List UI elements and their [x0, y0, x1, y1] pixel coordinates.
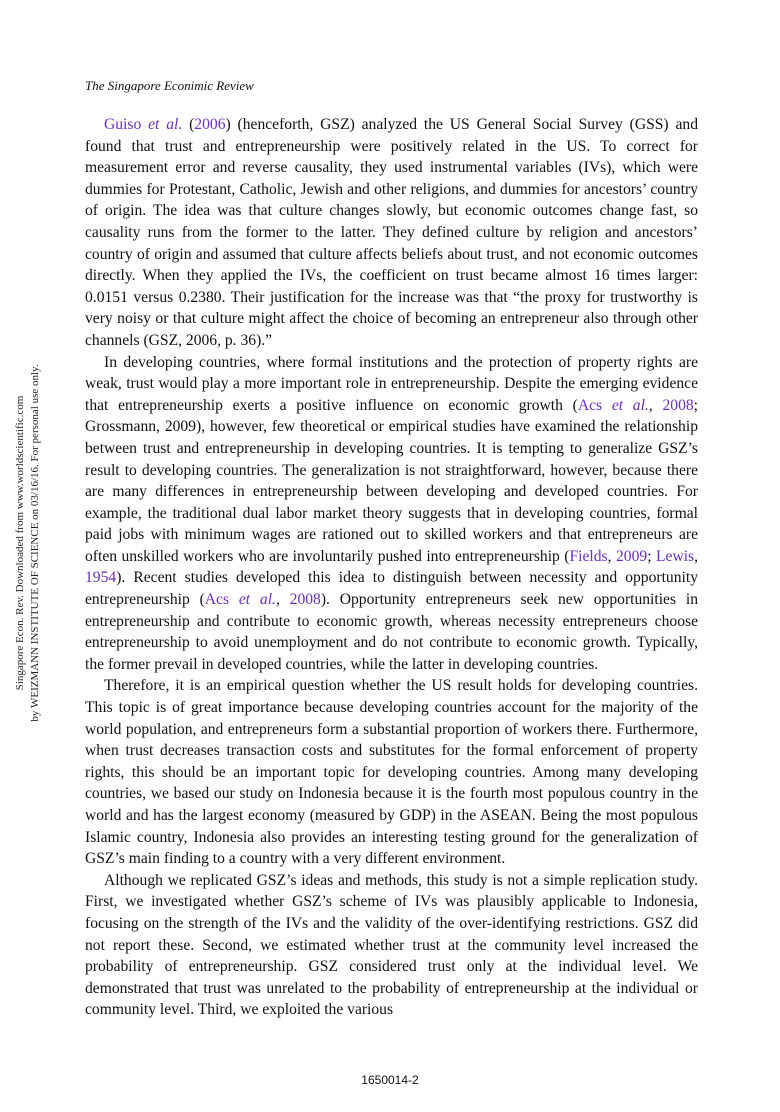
- paragraph-1-text-open: (: [182, 116, 195, 133]
- paragraph-2-text-d: ). Opportunity entrepreneurs seek new opportunities in entrepreneurship and contribute to economic growth, whereas necessity entrepreneurs choose entrepreneurship to avoid unemployment and do not contribute to economic growth. Typically, the former prevail in developed countries, while the latter in developing countries.: [85, 591, 698, 673]
- download-notice-line-2: by WEIZMANN INSTITUTE OF SCIENCE on 03/16/16. For personal use only.: [29, 363, 41, 722]
- paragraph-2: [85, 352, 698, 676]
- citation-guiso-year[interactable]: 2006: [194, 116, 226, 133]
- citation-acs-year-2[interactable]: 2008: [289, 591, 321, 609]
- paragraph-4: Although we replicated GSZ’s ideas and methods, this study is not a simple replication study. First, we investigated whether GSZ’s scheme of IVs was plausibly applicable to Indonesia, focusing on the strength of the IVs and the validity of the over-identifying restrictions. GSZ did not report these. Second, we estimated whether trust at the community level increased the probability of entrepreneurship. GSZ considered trust only at the individual level. We demonstrated that trust was unrelated to the probability of entrepreneurship at the individual or community level. Third, we exploited the various: [85, 871, 698, 1019]
- download-notice-text: [13, 364, 43, 721]
- citation-acs-author: Acs: [577, 396, 612, 414]
- citation-acs-author: Acs: [204, 591, 239, 609]
- paragraph-2-comma: ,: [275, 591, 290, 609]
- citation-guiso-author: Guiso: [104, 116, 149, 133]
- paragraph-2-semicolon: ;: [647, 547, 656, 565]
- citation-acs-2[interactable]: [205, 591, 276, 608]
- citation-et-al: et al.: [238, 591, 276, 609]
- paragraph-2-text-c: ). Recent studies developed this idea to distinguish between necessity and opportunity entrepreneurship (: [85, 569, 698, 609]
- paragraph-2-text-a: In developing countries, where formal institutions and the protection of property rights are weak, trust would play a more important role in entrepreneurship. Despite the emerging evidence that entrepreneurship exerts a positive influence on economic growth (: [85, 353, 698, 414]
- paragraph-2-text-b: ; Grossmann, 2009), however, few theoretical or empirical studies have examined the relationship between trust and entrepreneurship in developing countries. It is tempting to generalize GSZ’s result to developing countries. The generalization is not straightforward, however, because there are many differences in entrepreneurship between developing and developed countries. For example, the traditional dual labor market theory suggests that in developing countries, formal paid jobs with minimum wages are rationed out to skilled workers and that entrepreneurs are often unskilled workers who are involuntarily pushed into entrepreneurship (: [85, 396, 699, 565]
- paragraph-2-comma: ,: [607, 547, 616, 565]
- paragraph-3: Therefore, it is an empirical question whether the US result holds for developing countries. This topic is of great importance because developing countries account for the majority of the world population, and entrepreneurs form a substantial proportion of workers there. Furthermore, when trust decreases transaction costs and substitutes for the formal enforcement of property rights, this should be an important topic for developing countries. Among many developing countries, we based our study on Indonesia because it is the fourth most populous country in the world and has the largest economy (measured by GDP) in the ASEAN. Being the most populous Islamic country, Indonesia also provides an interesting testing ground for the generalization of GSZ’s main finding to a country with a very different environment.: [85, 677, 698, 868]
- article-body: [85, 114, 698, 1021]
- paragraph-1: [85, 114, 698, 352]
- download-notice-line-1: Singapore Econ. Rev. Downloaded from www.worldscientific.com: [14, 395, 26, 690]
- paragraph-2-comma: ,: [694, 547, 699, 565]
- paragraph-2-comma: ,: [648, 396, 663, 414]
- citation-guiso[interactable]: [104, 116, 182, 133]
- paragraph-1-text: ) (henceforth, GSZ) analyzed the US General Social Survey (GSS) and found that trust and entrepreneurship were positively related in the US. To correct for measurement error and reverse causality, they used instrumental variables (IVs), which were dummies for Protestant, Catholic, Jewish and other religions, and dummies for ancestors’ country of origin. The idea was that culture changes slowly, but economic outcomes change fast, so causality runs from the former to the latter. They defined culture by religion and ancestors’ country of origin and assumed that culture affects beliefs about trust, and not economic outcomes directly. When they applied the IVs, the coefficient on trust became almost 16 times larger: 0.0151 versus 0.2380. Their justification for the increase was that “the proxy for trustworthy is very noisy or that culture might affect the choice of becoming an entrepreneur also through other channels (GSZ, 2006, p. 36).”: [85, 116, 698, 349]
- page-number: 1650014-2: [361, 1073, 419, 1087]
- citation-et-al: et al.: [148, 116, 183, 133]
- citation-acs-1[interactable]: [578, 397, 649, 414]
- download-notice: [0, 345, 56, 740]
- citation-lewis[interactable]: Lewis: [656, 547, 695, 565]
- citation-lewis-year[interactable]: 1954: [85, 569, 117, 587]
- citation-fields-year[interactable]: 2009: [616, 547, 648, 565]
- citation-acs-year-1[interactable]: 2008: [662, 396, 694, 414]
- citation-fields[interactable]: Fields: [569, 547, 608, 565]
- citation-et-al: et al.: [611, 396, 649, 414]
- running-head: The Singapore Econimic Review: [85, 78, 254, 93]
